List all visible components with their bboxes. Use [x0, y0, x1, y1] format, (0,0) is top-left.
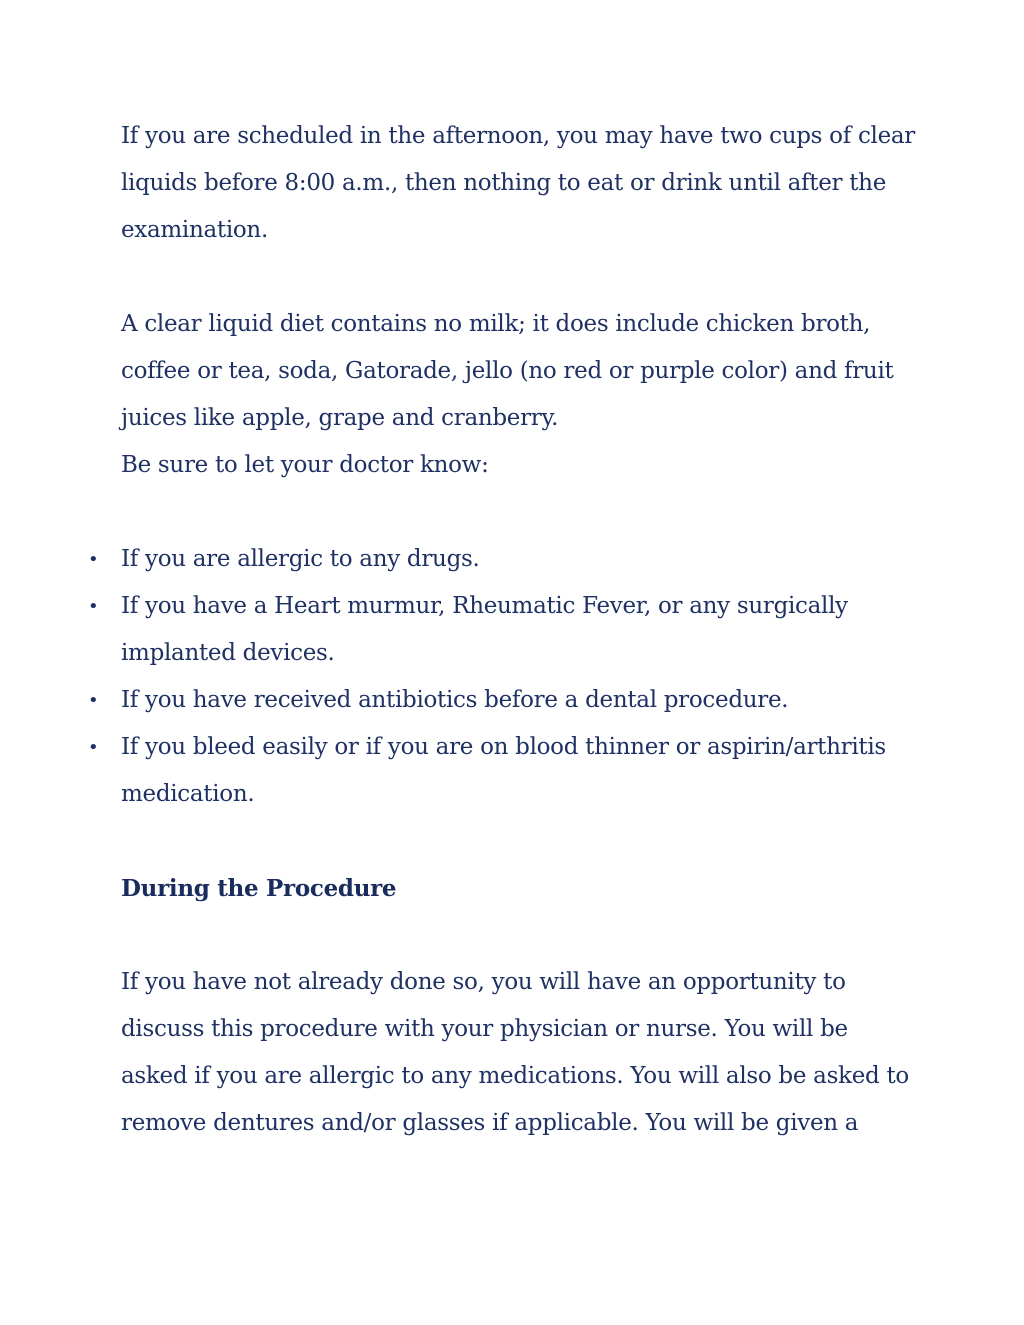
list-item — [88, 536, 921, 583]
bullet-icon: • — [88, 737, 99, 758]
be-sure-paragraph: Be sure to let your doctor know: — [121, 452, 489, 478]
procedure-paragraph: If you have not already done so, you will have an opportunity to discuss this procedure with your physician or nurse. You will be asked if you are allergic to any medications. You will also be asked to remove dentures and/or glasses if applicable. You will be given a — [121, 969, 909, 1136]
spacer — [121, 489, 921, 536]
section-heading: During the Procedure — [121, 875, 397, 902]
clear-liquid-paragraph: A clear liquid diet contains no milk; it does include chicken broth, coffee or tea, soda, Gatorade, jello (no red or purple color) and fruit juices like apple, grape and cranberry. — [121, 311, 894, 431]
list-item — [88, 583, 921, 677]
afternoon-paragraph: If you are scheduled in the afternoon, you may have two cups of clear liquids before 8:00 a.m., then nothing to eat or drink until after the examination. — [121, 123, 916, 243]
list-item-text: If you have a Heart murmur, Rheumatic Fever, or any surgically implanted devices. — [121, 593, 848, 666]
doctor-know-list — [88, 536, 921, 818]
spacer — [121, 912, 921, 959]
list-item-text: If you bleed easily or if you are on blood thinner or aspirin/arthritis medication. — [121, 734, 886, 807]
list-item — [88, 677, 921, 724]
list-item — [88, 724, 921, 818]
bullet-icon: • — [88, 549, 99, 570]
document-content — [88, 113, 921, 1147]
list-item-text: If you have received antibiotics before a dental procedure. — [121, 687, 789, 713]
spacer — [121, 818, 921, 865]
bullet-icon: • — [88, 596, 99, 617]
spacer — [121, 254, 921, 301]
bullet-icon: • — [88, 690, 99, 711]
list-item-text: If you are allergic to any drugs. — [121, 546, 480, 572]
